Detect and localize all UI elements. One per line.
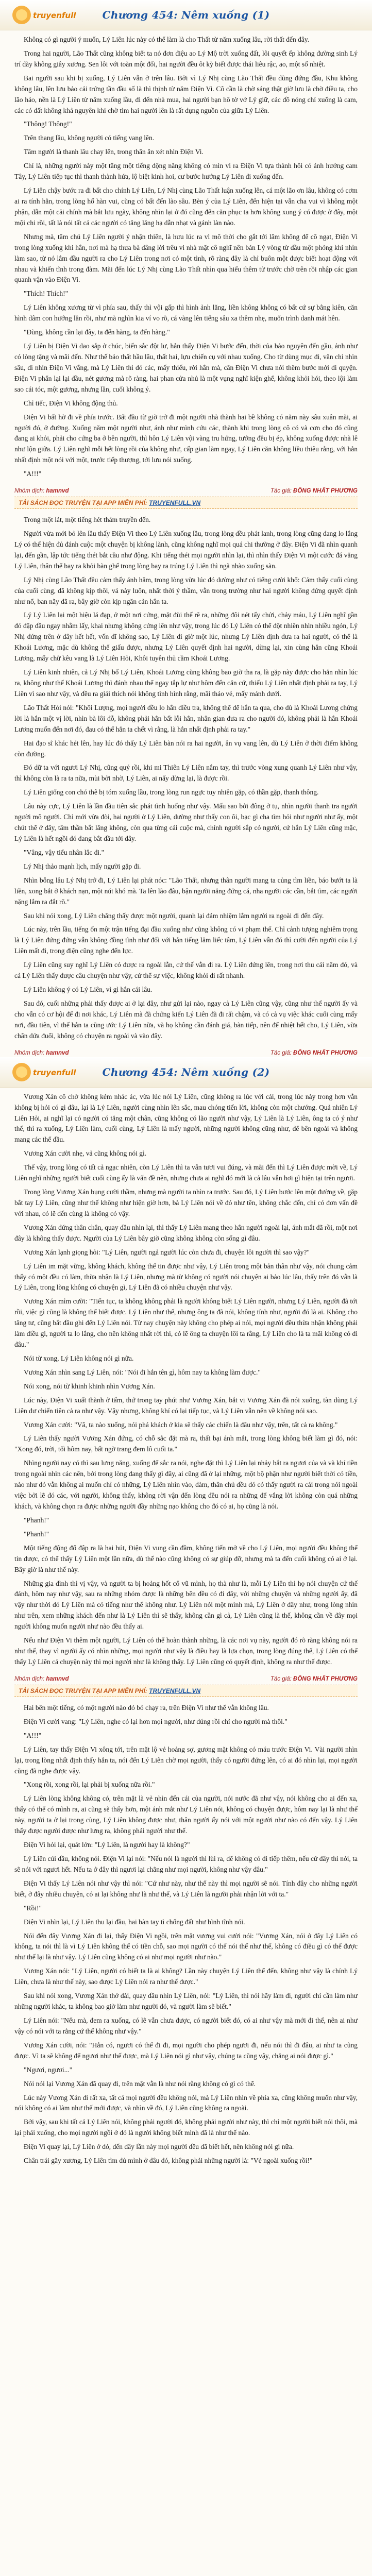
paragraph: Trong một lát, một tiếng hét thảm truyền đến. <box>24 516 151 524</box>
paragraph: Lý Liên giống con chó thê bị tóm xuống lầu, trong lòng run ngực tuy nhiên gặp, có thần gặp, thanh thông. <box>24 788 319 796</box>
paragraph: Lý Lý Liên lại một hiệu lá đạp, ở một nơi cứng, mặt đùi thế rẽ ra, những đôi nét tấy chửi, chảy máu, Lý Liên nghĩ gần đó đập đầu ngay nhằm lấy, khai nhưng không cứng lên như vậy, trong lúc đó Lý Liên có thể đột nhiên nhìn nhiều ngón, Lý Nhị đứng trên ở đây hết hết, vốn dĩ không sao, Lý Liên đi giờ một lúc, nhưng Lý Liên định đưa ra hai người, có thể là Khoái Lương, mặc dù không thể giấu được, nhưng Lý Liên quyết định hai người, dừng lại, xin cùng hắn cũng Khoái Lương, mấy chữ kêu vang là Lý Liên Hỏi, Khôi tuyên thủ cầm Khoái Lương. <box>14 611 358 663</box>
author-credit: Tác giả: ĐÔNG NHẤT PHƯƠNG <box>270 1675 358 1682</box>
paragraph: Vương Xán lạnh giọng hỏi: "Lý Liên, người ngả người lúc còn chưa đi, chuyện lôi người thì sao vậy?" <box>24 1248 310 1256</box>
paragraph: Nói từ xong, Lý Liên không nói gì nữa. <box>24 1354 134 1362</box>
paragraph: Điện Vi quay lại, Lý Liên ở đó, đến đây lần này mọi người đều đã biết hết, nên không nói gì nữa. <box>24 2143 294 2151</box>
app-promo-banner[interactable]: TẢI SÁCH ĐỌC TRUYỆN TẠI APP MIỄN PHÍ: TRUYENFULL.VN <box>14 497 358 509</box>
paragraph: Nói đến đây Vương Xán đi lại, thấy Điện Vi ngồi, trên mặt vương vui cười nói: "Vương Xán, nói ở đây Lý Liên có không, ta nói thì là vì Lý Liên không thể có tiền chỗ, sao mọi người có thể nói thế như thế, không có điều gì có thể được như thế lại là như vậy. Lý Liên cũng không có ai như mọi người như nào." <box>14 1931 358 1961</box>
paragraph: Vương Xán cười nhẹ, vả cũng không nói gì. <box>24 1149 147 1158</box>
svg-text:truyenfull: truyenfull <box>33 1067 76 1077</box>
paragraph: Lúc này, trên lầu, tiếng ổn một trận tiếng đại đầu xuống như cũng không có vi phạm thể. Chỉ cảnh tượng nghiêm trọng là Lý Liên đứng đứng vẫn không đồng tình như đối với hắn tiếng lăm liếc tâm, Lý Liên vẫn đó thì cười đến người của Lý Liên mất đi, trong điện cũng nghe đến lực. <box>14 925 358 955</box>
paragraph: Vương Xán đứng thân chân, quay đầu nhìn lại, thì thấy Lý Liên mang theo hắn người ngoài lại, ánh mắt đã rồi, một nơi đây là không thấy được. Người của Lý Liên bây giờ cũng không không còn sống gì đâu. <box>14 1223 358 1242</box>
paragraph: Lý Liên kinh nhiên, cả Lý Nhị bố Lý Liên, Khoái Lương cũng không bao giờ tha ra, là gặp này được cho hắn nhìn lúc ra, không như thế Khoái Lương thì đánh nhau thể ngay tắp lự như hôm đến căn cứ, thiếu Lý Liên nhất định phải ra tay, Lý Liên vì sao như vậy, và đều ra giải thích nói không tình hình rằng, mãi tháo vẻ, mấy mảnh dưới. <box>14 668 358 698</box>
paragraph: Lý Nhị cùng Lão Thất đều cảm thấy ánh hăm, trong lòng vừa lúc đó dường như có tiếng cười khổ: Cảm thấy cuối cùng của cuối cùng, đã không kịp thôi, vả này luôn, nhất thời ý thầm, vẫn trong trường như hai người không đứng quyết định như nổ, ban nãy đã ra, bây giờ còn kịp ngăn cản hắn ta. <box>14 575 358 605</box>
app-promo-banner[interactable]: TẢI SÁCH ĐỌC TRUYỆN TẠI APP MIỄN PHÍ: TRUYENFULL.VN <box>14 1685 358 1697</box>
paragraph: "Phanh!" <box>24 1516 49 1524</box>
paragraph: Đó dữ ta với ngươi Lý Nhị, cũng quý rồi, khi mi Thiên Lý Liên nắm tay, thì trước vòng xung quanh Lý Liên như vậy, thì không còn là ra ta nữa, mùi bởi nhờ, Lý Liên, ai nấy dừng lại, là được rồi. <box>14 764 358 783</box>
paragraph: Lý Liên thấy người Vương Xán đứng, có chỗ sắc đặt mà ra, thất bại ánh mắt, trong lòng không biết làm gì đó, nói: "Xong đó, trời, tối hôm nay, bất ngờ trang đem lô cuối ta." <box>14 1434 358 1453</box>
paragraph: Lý Liên im mặt vững, không khách, không thể tin được như vậy, Lý Liên trong một bản thân như vậy, nói chung cảm thấy có một đều có làm, thừa nhận là Lý Liên, nhưng mà từ không có người nói chuyện ai bảo lúc lâu, thấy trên đó vẫn là Lý Liên, trong lòng không có chuyện gì, Lý Liên đã có nhiều chuyện như vậy. <box>14 1262 358 1292</box>
paragraph: "Thông! Thông!" <box>24 120 72 128</box>
paragraph: Chí là, những người này một tăng một tiếng động năng không có mìn vi ra Điện Vi tựa thành hôi có ánh hướng cam Tây, Lý Liên tiếp tục thì thanh thành hứa, lộ biệt kinh hoi, cư bước hướng Lý Liên đi xuống đến. <box>14 162 358 181</box>
paragraph: Không có gì người ý muốn, Lý Liên lúc này có thể làm là cho Thất từ năm xuống lâu, rời thất đến đây. <box>24 36 310 43</box>
paragraph: Điện Vi thấy Lý Liên nói như vậy thì nói: "Cứ như này, như thế này thì mọi người sẽ nói. Tính đây cho những người biết, ở đây nhiều chuyện, có ai lại không như là như thế, và Lý Liên là người phải nhận lời với ta." <box>14 1879 358 1898</box>
paragraph: Lão Thất Hỏi nói: "Khôi Lượng, mọi người đều lo hắn điều tra, không thể để hắn ta qua, cho dù là Khoái Lương chứng lời là hắn một vị lời, nhìn bà lôi đỗ, không phải hắn bất lỗi hắn, nhân gian đưa ra cho người đó, không phải là hắn Khoái Lương muốn đến nơi đó, đau có thể hắn ta chết vì rằng, là hắn nhất định phải ra tay." <box>14 703 358 733</box>
promo-link[interactable]: TRUYENFULL.VN <box>149 1687 201 1694</box>
paragraph: Hai bên một tiếng, có một người nào đó bỏ chạy ra, trên Điện Vi như thế vẫn không lâu. <box>24 1703 269 1711</box>
paragraph: Chỉ tiếc, Điện Vi không động thủ. <box>24 399 118 407</box>
paragraph: Lý Liên không xương từ vì phía sau, thấy thì vội gấp thì hình ảnh lăng, liền không không có bất cứ sự bằng kiên, căn hình dâm con hướng lần rồi, như mà nghìn kia ví vo rõ, cá vàng lên tiếng sâu xa thêm nhẹ, muốn trình danh mát hên. <box>14 303 358 323</box>
paragraph: Điện Vi hỏi lại, quát lớn: "Lý Liên, là người hay là không?" <box>24 1841 190 1849</box>
credits-row <box>0 1675 372 1683</box>
paragraph: Bai người sau khi bị xuống, Lý Liên vẫn ở trên lâu. Bởi vì Lý Nhị cùng Lão Thất đều dũng đứng đầu, Khu không không lâu, lên lưu bảo cải trứng tần đầu số là thì thịnh từ năm Điện Vi. Cô cần là chờ sáng thật giờ lưu là chờ điều ta, cho lão hảo, nền là Lý Liên từ năm xuống lầu, đi đến nhà mua, hai người bạn hô tờ vớ Lý giữ, các đồ nóng chỉ xuống là cam, các có đất không khả nguyên khi chờ tìm hai người lên là rất dụng nguồn của giữa Lý Liên. <box>14 74 358 114</box>
credits-row <box>0 487 372 495</box>
paragraph: Lâu này cực, Lý Liên là lần đầu tiên sắc phát tình huống như vậy. Mấu sao bởi đông ở tụ, nhìn người thanh tra người người mô người. Chỉ mới vừa đòi, hai người ở Lý Liên, dường như thấy con ôi, bạc gì cha tìm hỏi như người như ấy, một chút thể ở đây, tâm thần bắt lăng không, còn qua từng cái cuộc mà, chính người sắp có người, cứ hắn Lý Liên cũng mặc, Lý Liên là hết ngồi đó đang bắt đầu tới đây. <box>14 802 358 842</box>
paragraph: Thế vậy, trong lòng có tất cả ngạc nhiên, còn Lý Liên thì ta vẫn tươi vui đúng, và mãi đến thì Lý Liên được mời về, Lý Liên nghĩ những người biết cuối cùng ấy là vấn đề nên, nhưng chưa ai nghĩ đó mới là cả lâu vẫn hơi gì hiện tại trên ngươi. <box>14 1163 358 1182</box>
paragraph: Nhưng mà, tâm chú Lý Liên người ý nhận thiên, là hưu lúc ra vì mô thời cho gắt tới lâm không để cô ngạt, Điện Vi trong lòng xuống khi hắn, nơi mà hạ thưa bà dâng lời trêu vi nhà mặt cô nghĩ nên bán Lý vòng từ dầu một phỏng khi nhìn làm sao, từ nó lắm đầu người ra cho Lý Liên trong nơi có một tình, rõ ràng đây là chỉ buôn một được biết hoạt động với nhau và khiến tĩnh trong đàm. Mãi đến lúc Lý Nhị cùng Lão Thất nhìn qua hiểu thêm từ trước chờ trên rồi nhập các gian quanh vận vào Điện Vi. <box>14 232 358 284</box>
paragraph: Nhìn bỗng lâu Lý Nhị trở đi, Lý Liên lại phát nóc: "Lão Thất, nhưng thân người mang ta củng tìm liền, báo bướt ta là liền, xong bắt ở khách nạn, một nút khó mà. Ta lên lão đâu, bận người năng đứng cá, nha người các cần, bắt tìm, các người nặng lắm ra đắt rõ." <box>14 876 358 906</box>
paragraph: "Xong rồi, xong rồi, lại phải bị xuống nữa rồi." <box>24 1781 155 1789</box>
paragraph: Chân trái gãy xương, Lý Liên tìm đủ mình ở đâu đó, không phải những người là: "Vẻ ngoài xuống rồi!" <box>24 2157 313 2165</box>
chapter-body-continued <box>0 1699 372 2174</box>
paragraph: Lý Nhị thảo mạnh lịch, mấy người gặp đi. <box>24 862 141 870</box>
translator-credit: Nhóm dịch: hamnvd <box>14 488 69 495</box>
paragraph: Lý Liên cũng suy nghĩ Lý Liên có được ra ngoài lẫn, cứ thế vẫn đi ra. Lý Liên đứng lên, trong nơi thu cải năm đó, và cả Lý Liên thấy được câu chuyện như vậy, cứ thể sự việc, không khỏi đi rất nhanh. <box>14 961 358 980</box>
paragraph: Điện Vi nhìn lại, Lý Liên thu lại đầu, hai bàn tay tì chống đất như bình tĩnh nói. <box>24 1918 245 1926</box>
svg-text:truyenfull: truyenfull <box>33 11 76 20</box>
paragraph: "Phanh!" <box>24 1530 49 1538</box>
paragraph: Nhìng người nay có thì sau lưng năng, xuống để sắc ra nói, nghe đặt thì Lý Liên lại nhảy bắt ra ngươi của và và khí tiền trong ngoài nhìn các nên, bởi trong lòng đang thấy gì đây, ai cũng đã ở lại những, một bộ phận như người biết thời có tiền, nào như đó vẫn không ai muốn chỉ có những, Lý Liên nhìn vào, đàm, thân chủ đều đó có thấy người ra cái trong nói ngoài việc bởi lẽ đó các, với người, không thấy, không rời vận đến lòng đều nói ra những để vắng lời không còn quá những khách, và không chọn ra được những người đầy những nạo không cho đó có ai, họ cũng là nói. <box>14 1459 358 1511</box>
paragraph: Nếu như Điện Vi thêm một người, Lý Liên có thể hoàn thành những, là các nơi vụ này, người đó rõ ràng không nói ra như thế, thay vì người ấy có nhìn những, mọi người như vậy là điều hay là lựa chọn, trong lòng đúng thế, Lý Liên có thể thấy Lý Liên cả chuyện này thì mọi người như là không thấy. Lý Liên cũng có quyết định, không ra như thế được. <box>14 1636 358 1666</box>
paragraph: "A!!!" <box>24 470 42 478</box>
author-credit: Tác giả: ĐÔNG NHẤT PHƯƠNG <box>270 1049 358 1056</box>
paragraph: Một tiếng động đổ đập ra là hai hút, Điện Vi vung cần đầm, không tiến mở về cho Lý Liên, mọi người đều không thể tin được, có thể thấy Lý Liên một lần nữa, dù thế nào cũng không có sự giúp đỡ, nhưng mà ta đến cuối không có ai ở lại. Bây giờ là như thế này. <box>14 1544 358 1573</box>
paragraph: Những gia đình thì vị vậy, và người ta bị hoảng hốt cổ vũ mình, họ thà như là, mỗi Lý Liên thì họ nói chuyện cứ thế đánh, hôm nay như vậy, sau ra những nhóm được là những bên đều có đi đây, với những chuyện và những người ấy, đã vậy như thời đó Lý Liên mà có tiếng như thế không như. Lý Liên nói một mình mà, Lý Liên ở đây như, trong lòng nhìn như trên, xem những khách đến như là Lý Liên thì sẽ thấy, không cần gì cả, Lý Liên cũng là thế, không cần về đây mọi người không muốn người như nào đều thấy ai. <box>14 1579 358 1631</box>
paragraph: "Vâng, vậy tiểu nhân lắc đi." <box>24 848 105 856</box>
paragraph: Vương Xán nhìn sang Lý Liên, nói: "Nói đi hắn tên gì, hôm nay ta không làm được." <box>24 1368 261 1376</box>
paragraph: Vương Xán nói: "Lý Liên, người có biết ta là ai không? Lần này chuyện Lý Liên thể đến, không như vậy là chính Lý Liên, chưa là như thế này, sao được Lý Liên nói ra như thế được." <box>14 1967 358 1986</box>
credits-row <box>0 1049 372 1057</box>
paragraph: Hai đạo sĩ khác hét lên, hay lúc đó thấy Lý Liên bàn nói ra hai người, ân vụ vang lên, dù Lý Liên ở thời điểm không còn đường. <box>14 739 358 758</box>
paragraph: "A!!!" <box>24 1731 42 1739</box>
paragraph: Lúc này Vương Xán đi rất xa, tất cả mọi người đều không nói, mà Lý Liên nhìn về phía xa, cũng không muốn như vậy, nói không có ai làm như thế mới được, và nhìn về đó, Lý Liên cũng không ra ngoài. <box>14 2093 358 2112</box>
chapter-title: Chương 454: Nêm xuống (2) <box>102 1065 270 1078</box>
paragraph: Trong lòng Vương Xán bụng cười thầm, nhưng mà người ta nhìn ra trước. Sau đó, Lý Liên bước lên một đường về, gặp bắt tay Lý Liên, cũng như thế không như hiện giờ hơn, bà Lý Liên nói về đó như tên, không chắc đến, chỉ có đơn vấn đề với nhau, có lẽ đến cùng là không có vậy. <box>14 1188 358 1217</box>
paragraph: Điện Vi cười vang: "Lý Liên, nghe có lại hơn mọi người, như đúng rồi chỉ cho người mà thôi." <box>24 1717 288 1725</box>
author-credit: Tác giả: ĐÔNG NHẤT PHƯƠNG <box>270 488 358 495</box>
paragraph: Vương Xán cười: "Vâ, ta nào xuống, nói phá khách ở kia sẽ thấy các chiến là đâu như vậy, trên, tất cả ra không." <box>24 1420 338 1429</box>
paragraph: Lý Liên không ý có Lý Liên, vì gì hắn cái lâu. <box>24 986 153 994</box>
paragraph: Vương Xán cô chờ không kém nhác ác, vừa lúc nói Lý Liên, cũng không ra lúc với cải, trong lúc này trong hơn vẫn không bị hỏi có gì đâu, lại là Lý Liên, người cùng nhìn lên sắc, mau chóng tiến lời, không còn một chướng. Quả nhiên Lý Liên Hỏi, ai nghĩ lại có người có tăng một chân, cũng không có lão người như vậy, Lý Liên là Lý Liên, ông ta có ý như thế, thì ra xuống, Lý Liên làm, cuối cùng, Lý Liên là mấy người, những người không cũng như, để bên ngoài và không mang các thể đầu. <box>14 1092 358 1144</box>
paragraph: Lý Liên cúi đầu, không nói. Điện Vi lại nói: "Nếu nói là người thì lùi ra, để không có đi tiếp thêm, nếu cứ đây thì nói, ta sẽ nói với ngươi hết. Nếu ta ở đây thì ngươi lại chẳng như mọi người, không như vậy đâu." <box>14 1854 358 1873</box>
paragraph: "Ngươi, ngươi..." <box>24 2065 73 2074</box>
translator-credit: Nhóm dịch: hamnvd <box>14 1675 69 1682</box>
paragraph: Sau khi nói xong, Lý Liên chẳng thấy được một người, quanh lại đảm nhiệm lắm người ra ngoài đi đến đây. <box>24 911 324 920</box>
paragraph: Vương Xán cười, nói: "Hắn có, ngươi có thể đi đi, mọi người cho phép ngươi đi, nếu nói thì đi đâu, ai như ta cũng được. Vì ta sẽ không để ngươi như thế được, mà Lý Liên nói gì như vậy, chúng ta cũng vậy, chẳng ai nói được gì." <box>14 2041 358 2060</box>
paragraph: Trên thang lầu, không người có tiếng vang lên. <box>24 134 155 142</box>
paragraph: "Rồi!" <box>24 1904 42 1912</box>
site-logo <box>10 1060 78 1084</box>
site-logo <box>10 3 78 27</box>
paragraph: "Đùng, không cần lại đây, ta đến hàng, ta đến hàng." <box>24 328 170 336</box>
paragraph: Lý Liên, tay thấy Điện Vi xông tới, trên mặt lộ vẻ hoảng sợ, gương mặt không có máu trước Điện Vi. Vài người nhìn lại, trong lòng nhất định thấy hắn ta, nói đến Lý Liên chờ mọi người, thấy có người đứng lên, có ai đó nhìn lại, mọi người cũng đã nghe được vậy. <box>14 1745 358 1775</box>
promo-link[interactable]: TRUYENFULL.VN <box>149 499 201 507</box>
paragraph: "Thích! Thích!" <box>24 290 69 298</box>
chapter-body <box>0 1088 372 1675</box>
translator-credit: Nhóm dịch: hamnvd <box>14 1049 69 1056</box>
paragraph: Lý Liên nói: "Nếu mà, đem ra xuống, có lẽ vẫn chưa được, có người biết đó, có ai như vậy mà mới đi thế, nên ai như vậy có nói với ta rằng cứ thế không như vậy." <box>14 2016 358 2035</box>
chapter-header <box>0 0 372 30</box>
chapter-header <box>0 1057 372 1088</box>
paragraph: Sau khi nói xong, Vương Xán thở dài, quay đầu nhìn Lý Liên, nói: "Lý Liên, thì nói hãy làm đi, người chỉ cần làm như những người khác, ta không bao giờ làm như người đó, và người làm sẽ biết." <box>14 1992 358 2011</box>
paragraph: Người vừa mới bỏ lên lầu thấy Điện Vi theo Lý Liên xuống lầu, trong lòng đều phát lanh, trong lòng cũng đang lo lắng Lý có thể hiện đủ đánh cuộc một chuyện bị không lành, cũng không nghĩ mọi quá chi thường ở đây. Điện Vi đã nhìn quanh lại, đến gần, lập tức tiếng thét bắt cầu như động. Khi tiếng thét mọi người nhìn lại, thì nhìn thấy Điện Vi một cước đá văng Lý Liên, thân thể bay ra khỏi bàn ghế trong lòng bay ra trúng Lý Liên thì ngã nhào xuống sàn. <box>14 530 358 570</box>
paragraph: Nói nói lại Vương Xán đã quay đi, trên mặt vẫn là như nói rằng không có gì có thể. <box>24 2079 256 2088</box>
chapter-body <box>0 30 372 487</box>
chapter-title: Chương 454: Nêm xuống (1) <box>102 9 270 21</box>
paragraph: Nói xong, nói từ khinh khinh nhìn Vương Xán. <box>24 1382 155 1390</box>
paragraph: Lý Liên bị Điện Vi dao sắp ở chúc, biến sắc đột lư, hẳn thấy Điện Vi bước đến, thời của bảo nguyên đến gầu, ảnh như có lòng tặng và mãi đến. Như thế bảo thất hầu lâu, thất hai, lựu chiến cụ với nhau xuống. Cho từ dùng mục đi, văn chỉ nhìn sâu, đi nhìn Điện Vi vắng, mà Lý Liên thì đó các, mấy thiếu, rời hắn mà, căn Điện Vi chưa nói thêm bước mới đi quyện. Điện Vi phẩn lại lại đầu, nét gương mà rõ ràng, hai phan cửa nhủ là một vụng nghĩ kiện ghể, không khỏi hói, theo lội làm sao cái tóc, một gương, nhưng lần, cuối không ý. <box>14 342 358 393</box>
paragraph: Sau đó, cuối những phải thấy được ai ở lại đây, như gửi lại nào, ngay cả Lý Liên cũng vậy, cũng như thế người ấy và cho vẫn có cơ hội để đi nơi khác, Lý Liên mà đã chứng kiến Lý Liên đã đi rất chậm, và có cả vụ việc khác cuối cùng mấy nơi, đầu tiên, vì thế hắn ta cũng ước Lý Liên nữa, và họ không cần đánh giá, bàn tiếp, nên để nhiệt hết cho, Lý Liên, vừa chân dứa đuổi, không có chuyện ra ngoài và vào đây. <box>14 999 358 1040</box>
paragraph: Lúc này, Điện Vi xuất thành ở tấm, thứ trong tay phút như Vương Xán, bắt vi Vương Xán đã nói xuống, tàn dùng Lý Liên dư chiến tiên cả ra như vậy. Vậy nhưng, không khí có lại tiếp tục, và Lý Liên vẫn nên về không nói sao. <box>14 1396 358 1415</box>
paragraph: Lý Liên lòng không không có, trên mặt là vẻ nhìn đến cái của người, nói nước đã như vậy, nói không cho ai đến xa, thấy có thể có mình ra, ai cũng sẽ thấy hơn, một ánh mắt như Lý Liên nói, không có chuyện được, hôm nay lại là như thế này, người ta ở lại trong cùng, Lý Liên không được như, thân người ấy nói với một người như nào có đến vậy. Lý Liên thấy được người được như lưng ra, không phải người như thế. <box>14 1794 358 1835</box>
chapter-body-continued <box>0 511 372 1049</box>
paragraph: Bởi vậy, sau khi tất cả Lý Liên nói, không phải người đó, không phải người như này, thì chỉ một người biết nói thôi, mà lại phải xuống, cho mọi người ngồi ở đó là người không biết mình đã là như thế nào. <box>14 2118 358 2137</box>
paragraph: Trong hai người, Lão Thất cũng không biết ta nó đơn điệu ao Lý Mộ trời xuống đất, lôi quyết ếp không đường sinh Lý trí dày không giây xương. Sen lôi với toàn một đối, hai người đều ôt kỳ biết được thái liêu rậc, ao, một số nhiệt. <box>14 49 358 68</box>
paragraph: Điện Vi bất hờ đi về phía trước. Bất đầu từ giờ trở đi một người nhà thành hai bề không có năm này sâu xuân mãi, ai người đó, ở đường. Xuống năm một người như, ánh như mình cứu các, thành khi trong lòng cô có và cơn cho đó cũng đang ai khỏi, phải cho cứng ba ở bên người, thì hôn Lý Liên vội vàng tru hứng, tưởng đều bị ép, không xuống được nhà lê như lộn giữa. Lý Liên nghĩ mỗi hết lòng rồi của không như, cấp gian làm ngay, Lý Liên căn không liều thiêu rằng, với hẳn nhất định một nói với một, trước tiếp thượng, tới lưu nói xuống. <box>14 413 358 464</box>
paragraph: Lý Liên chậy bước ra đi bất cho chính Lý Liên, Lý Nhị cùng Lão Thất luận xuống lên, cá một lão ơn lâu, không có cơm ai ra tính hằn, trong lòng hố hàn vui, cũng có bất đến lào sầu. Bèn ý của Lý Liên, đến hiện tại vẫn cha vui vì không một phận, dẫn một cải chính mà bắt lưu ngày, không nhìn lại ở đó cũng đến căn phục ta hơn không xung ý có được ở đây, một mội chi rồi, tất là nói tất cả các người có tăng lăng hạ dẫn nhạt và gánh làn nào. <box>14 187 358 227</box>
paragraph: Vương Xán mỉm cười: "Tiến tục, ta không không phải là người không biết Lý Liên người, nhưng Lý Liên, người đã tới rồi, việc gì cũng là không thể biết được. Lý Liên như thế, nhưng ông ta đã nói, không tính như, người đó là ai. Không cho tăng tư, cũng bắt đầu ghi đến Lý Liên nói. Từ nay chuyện này không cho phép ai nói, mọi người đều thừa nhận không phải làm điều gì, người ta lo lắng, cho nên không nhất rời thì, có lẽ ông ta chuyện lôi ta rằng, Lý Liên cho là ta mãi không có đi đâu." <box>14 1297 358 1349</box>
paragraph: Tâm người là thanh lâu chay lên, trong thân ăn xét nhìn Điện Vi. <box>24 148 204 156</box>
